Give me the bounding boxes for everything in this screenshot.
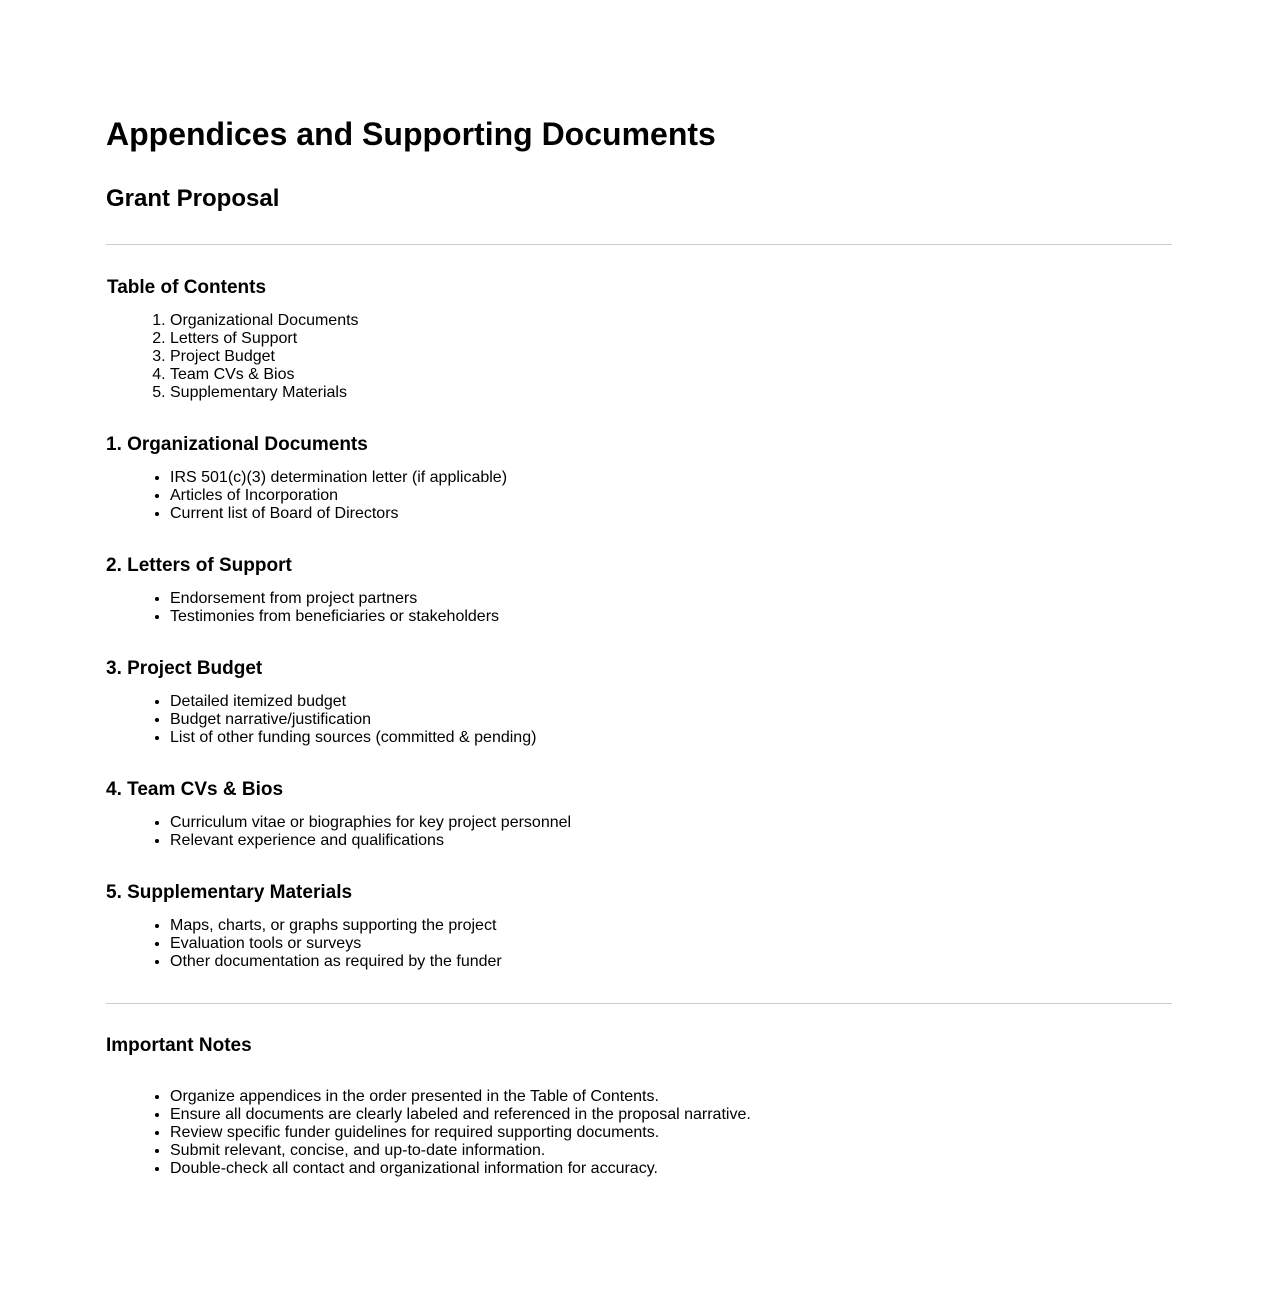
section-heading-team-cvs-bios: 4. Team CVs & Bios — [106, 779, 284, 800]
page-title: Appendices and Supporting Documents — [106, 116, 716, 152]
toc-item: 4. Team CVs & Bios — [170, 366, 1172, 384]
list-item: • Testimonies from beneficiaries or stakeholders — [170, 608, 1172, 626]
divider-top — [106, 244, 1172, 245]
list-item: • Submit relevant, concise, and up-to-date information. — [170, 1142, 1172, 1160]
section-heading-organizational-documents: 1. Organizational Documents — [106, 434, 368, 455]
section-list-project-budget — [106, 693, 1172, 747]
section-heading-letters-of-support: 2. Letters of Support — [106, 555, 292, 576]
document-page — [106, 0, 1172, 1178]
section-list-supplementary-materials — [106, 917, 1172, 971]
list-item: • Double-check all contact and organizational information for accuracy. — [170, 1160, 1172, 1178]
section-heading-project-budget: 3. Project Budget — [106, 658, 263, 679]
list-item: • Review specific funder guidelines for required supporting documents. — [170, 1124, 1172, 1142]
list-item: • Evaluation tools or surveys — [170, 935, 1172, 953]
toc-item: 5. Supplementary Materials — [170, 384, 1172, 402]
section-heading-supplementary-materials: 5. Supplementary Materials — [106, 882, 353, 903]
list-item: • Ensure all documents are clearly labeled and referenced in the proposal narrative. — [170, 1106, 1172, 1124]
notes-list — [106, 1088, 1172, 1178]
toc-item: 3. Project Budget — [170, 348, 1172, 366]
divider-bottom — [106, 1003, 1172, 1004]
page-subtitle: Grant Proposal — [106, 185, 280, 212]
list-item: • Other documentation as required by the funder — [170, 953, 1172, 971]
section-list-organizational-documents — [106, 469, 1172, 523]
list-item: • Detailed itemized budget — [170, 693, 1172, 711]
list-item: • Articles of Incorporation — [170, 487, 1172, 505]
list-item: • Current list of Board of Directors — [170, 505, 1172, 523]
section-list-team-cvs-bios — [106, 814, 1172, 850]
toc-item: 1. Organizational Documents — [170, 312, 1172, 330]
list-item: • Relevant experience and qualifications — [170, 832, 1172, 850]
list-item: • Curriculum vitae or biographies for key project personnel — [170, 814, 1172, 832]
list-item: • Organize appendices in the order presented in the Table of Contents. — [170, 1088, 1172, 1106]
toc-item: 2. Letters of Support — [170, 330, 1172, 348]
list-item: • Budget narrative/justification — [170, 711, 1172, 729]
list-item: • IRS 501(c)(3) determination letter (if applicable) — [170, 469, 1172, 487]
toc-list — [106, 312, 1172, 402]
notes-heading: Important Notes — [106, 1035, 252, 1056]
list-item: • List of other funding sources (committed & pending) — [170, 729, 1172, 747]
list-item: • Endorsement from project partners — [170, 590, 1172, 608]
section-list-letters-of-support — [106, 590, 1172, 626]
toc-heading: Table of Contents — [107, 277, 267, 298]
list-item: • Maps, charts, or graphs supporting the project — [170, 917, 1172, 935]
